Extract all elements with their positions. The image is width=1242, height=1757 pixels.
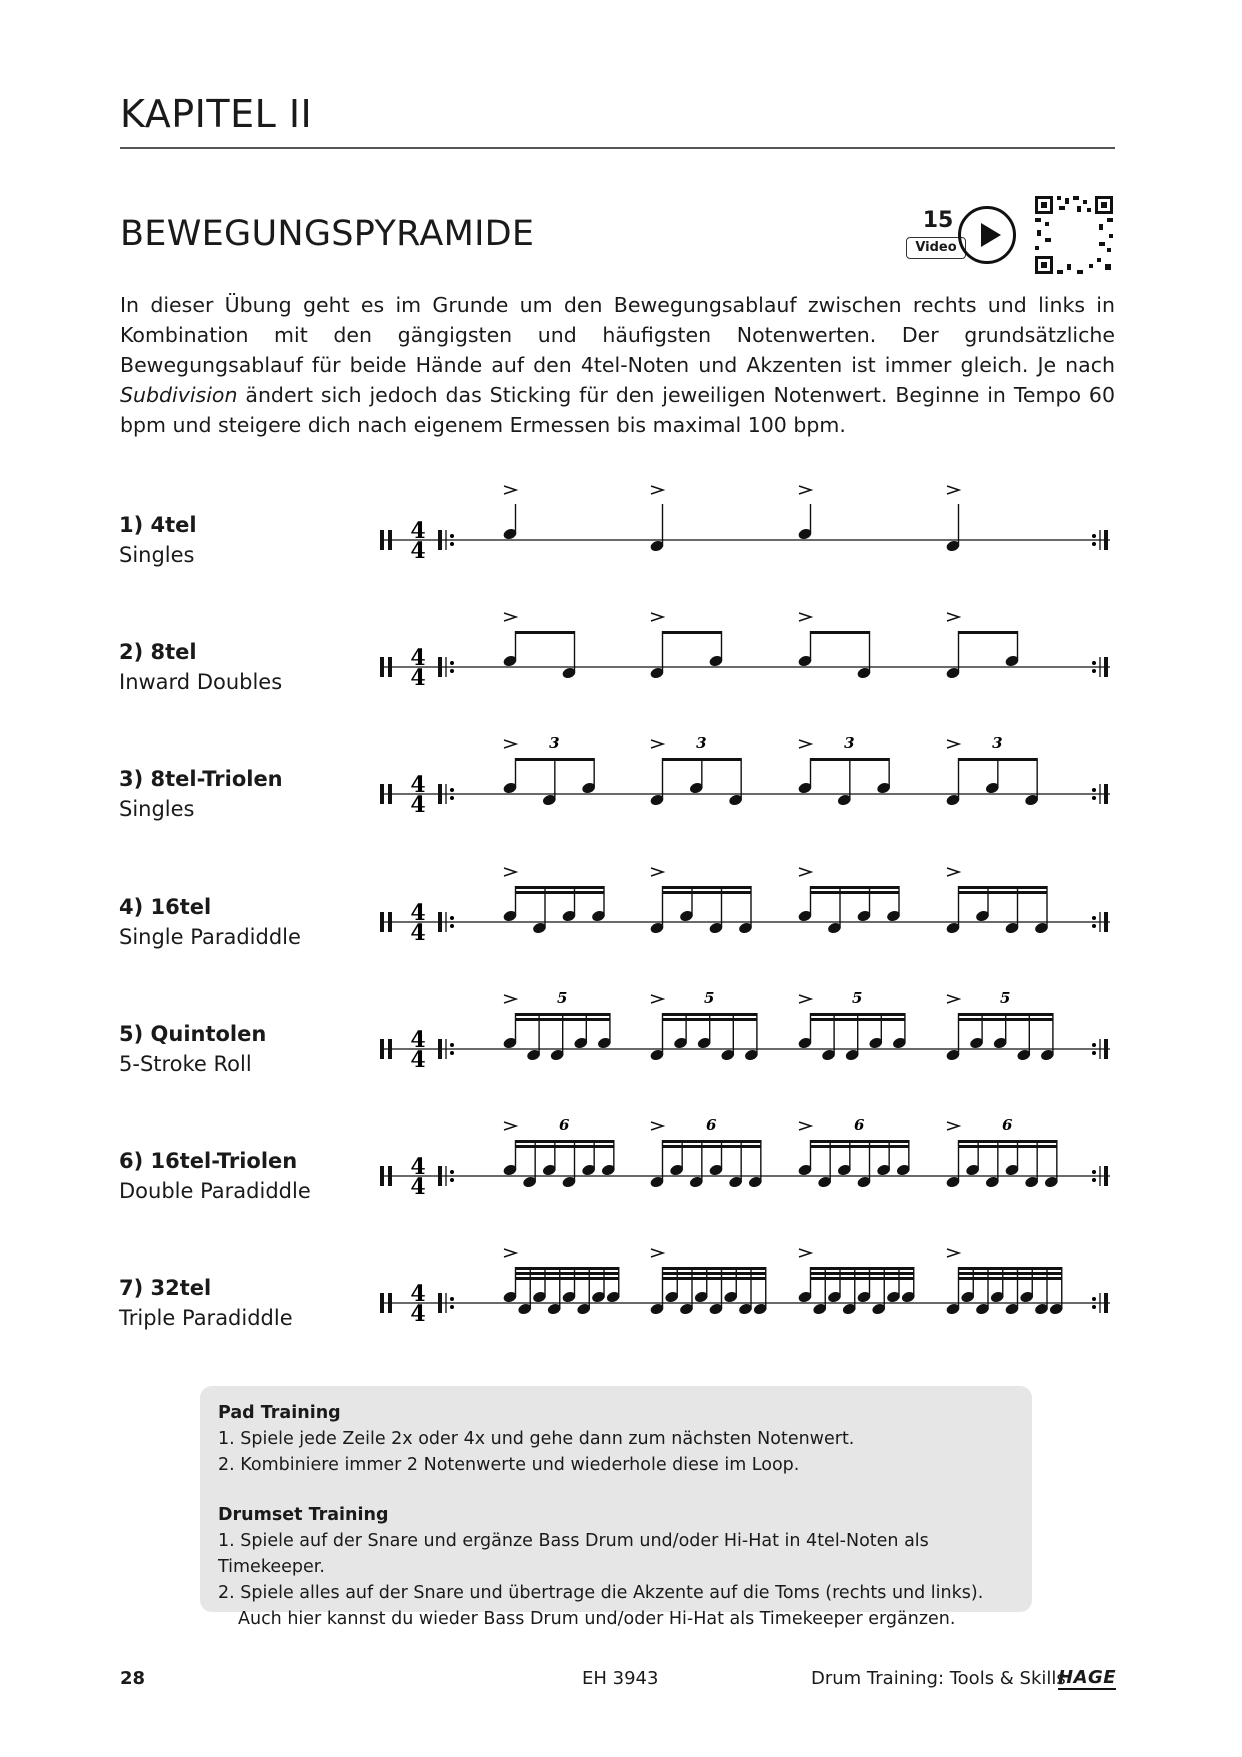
beam (663, 1018, 757, 1021)
repeat-dot (1092, 1297, 1096, 1301)
repeat-dot (450, 1178, 454, 1182)
video-number: 15 (922, 208, 954, 233)
page-number: 28 (120, 1668, 146, 1689)
beam (959, 1145, 1057, 1148)
beam (811, 1277, 914, 1280)
accent-mark (799, 1122, 811, 1130)
exercise-title: 6) 16tel-Triolen (119, 1149, 298, 1173)
catalog-number: EH 3943 (582, 1668, 659, 1689)
exercise-1-label (119, 510, 197, 570)
percussion-clef (380, 530, 384, 550)
beam (663, 1140, 761, 1143)
beam (516, 1018, 610, 1021)
repeat-start-bar (438, 1039, 442, 1059)
beam (516, 1140, 614, 1143)
repeat-dot (1092, 1170, 1096, 1174)
beam (959, 1013, 1053, 1016)
beam (959, 891, 1048, 894)
beam (959, 631, 1018, 634)
time-signature-bottom: 4 (410, 1047, 426, 1073)
beam (811, 1013, 905, 1016)
beam (516, 886, 605, 889)
accent-mark (947, 995, 959, 1003)
time-signature-top: 4 (410, 645, 426, 671)
play-icon[interactable] (958, 206, 1016, 264)
beam (811, 1145, 909, 1148)
beam (516, 891, 605, 894)
repeat-dot (1092, 1305, 1096, 1309)
beam (516, 1145, 614, 1148)
beam (663, 758, 742, 761)
percussion-clef (388, 1293, 392, 1313)
exercise-title: 2) 8tel (119, 640, 197, 664)
beam (516, 1277, 619, 1280)
repeat-dot (1092, 924, 1096, 928)
repeat-dot (1092, 788, 1096, 792)
beam (516, 631, 575, 634)
exercise-title: 1) 4tel (119, 513, 197, 537)
tuplet-number: 5 (703, 989, 715, 1007)
accent-mark (651, 995, 663, 1003)
exercise-subtitle: Double Paradiddle (119, 1179, 311, 1203)
tuplet-number: 3 (549, 734, 560, 752)
repeat-dot (450, 924, 454, 928)
accent-mark (947, 868, 959, 876)
qr-code-icon[interactable] (1033, 194, 1115, 276)
tuplet-number: 5 (999, 989, 1011, 1007)
beam (959, 886, 1048, 889)
repeat-end-bar (1104, 784, 1108, 804)
repeat-dot (450, 788, 454, 792)
beam (811, 886, 900, 889)
repeat-dot (1092, 1043, 1096, 1047)
exercise-subtitle: Single Paradiddle (119, 925, 301, 949)
accent-mark (947, 486, 959, 494)
exercise-title: 5) Quintolen (119, 1022, 267, 1046)
beam (959, 1272, 1062, 1275)
beam (516, 1272, 619, 1275)
exercise-title: 7) 32tel (119, 1276, 212, 1300)
time-signature-bottom: 4 (410, 1301, 426, 1327)
repeat-start-bar (438, 530, 442, 550)
exercise-7-staff (370, 1243, 1130, 1363)
tuplet-number: 3 (992, 734, 1003, 752)
accent-mark (799, 613, 811, 621)
intro-paragraph (120, 290, 1115, 440)
repeat-dot (450, 1297, 454, 1301)
percussion-clef (380, 1293, 384, 1313)
repeat-dot (450, 1043, 454, 1047)
percussion-clef (388, 657, 392, 677)
tuplet-number: 6 (853, 1116, 865, 1134)
pad-training-item: 1. Spiele jede Zeile 2x oder 4x und gehe dann zum nächsten Notenwert. (218, 1429, 855, 1449)
exercise-4-label (119, 892, 301, 952)
tuplet-number: 3 (696, 734, 707, 752)
accent-mark (947, 1249, 959, 1257)
percussion-clef (388, 1166, 392, 1186)
exercise-6-label (119, 1146, 311, 1206)
beam (959, 1140, 1057, 1143)
exercise-2-label (119, 637, 282, 697)
exercise-subtitle: Inward Doubles (119, 670, 283, 694)
accent-mark (651, 868, 663, 876)
training-tips-box (200, 1386, 1032, 1629)
repeat-start-bar (438, 1293, 442, 1313)
beam (811, 1140, 909, 1143)
exercise-subtitle: Singles (119, 797, 195, 821)
beam (663, 631, 722, 634)
time-signature-bottom: 4 (410, 665, 426, 691)
accent-mark (799, 486, 811, 494)
repeat-dot (1092, 1051, 1096, 1055)
time-signature-top: 4 (410, 1281, 426, 1307)
percussion-clef (380, 784, 384, 804)
time-signature-bottom: 4 (410, 1174, 426, 1200)
percussion-clef (388, 1039, 392, 1059)
percussion-clef (388, 912, 392, 932)
exercise-7-label (119, 1273, 293, 1333)
exercise-2-staff (370, 607, 1130, 727)
repeat-dot (1092, 669, 1096, 673)
beam (811, 1272, 914, 1275)
beam (811, 631, 870, 634)
drumset-training-item: 1. Spiele auf der Snare und ergänze Bass Drum und/oder Hi-Hat in 4tel-Noten als Timekeeper. (218, 1531, 929, 1577)
percussion-clef (380, 912, 384, 932)
exercise-6-staff (370, 1116, 1130, 1236)
repeat-end-bar (1104, 912, 1108, 932)
time-signature-top: 4 (410, 1154, 426, 1180)
beam (811, 891, 900, 894)
beam (663, 1272, 766, 1275)
accent-mark (651, 1122, 663, 1130)
accent-mark (504, 486, 516, 494)
accent-mark (947, 740, 959, 748)
accent-mark (799, 1249, 811, 1257)
exercise-subtitle: 5-Stroke Roll (119, 1052, 252, 1076)
beam (959, 1267, 1062, 1270)
chapter-divider (120, 147, 1115, 149)
repeat-dot (450, 916, 454, 920)
repeat-dot (450, 1051, 454, 1055)
beam (663, 1013, 757, 1016)
repeat-end-bar (1104, 530, 1108, 550)
exercise-5-label (119, 1019, 266, 1079)
percussion-clef (380, 657, 384, 677)
repeat-dot (450, 796, 454, 800)
tuplet-number: 3 (844, 734, 855, 752)
exercise-4-staff (370, 862, 1130, 982)
beam (663, 1267, 766, 1270)
tuplet-number: 6 (705, 1116, 717, 1134)
repeat-dot (450, 534, 454, 538)
beam (959, 1018, 1053, 1021)
time-signature-top: 4 (410, 900, 426, 926)
repeat-end-bar (1104, 1166, 1108, 1186)
tuplet-number: 5 (556, 989, 568, 1007)
percussion-clef (388, 784, 392, 804)
accent-mark (799, 740, 811, 748)
repeat-end-bar (1104, 657, 1108, 677)
beam (959, 758, 1038, 761)
repeat-dot (1092, 796, 1096, 800)
time-signature-top: 4 (410, 518, 426, 544)
exercise-title: 3) 8tel-Triolen (119, 767, 283, 791)
repeat-dot (1092, 542, 1096, 546)
pad-training-item: 2. Kombiniere immer 2 Notenwerte und wiederhole diese im Loop. (218, 1455, 800, 1475)
beam (663, 891, 752, 894)
intro-text-2: ändert sich jedoch das Sticking für den jeweiligen Notenwert. Beginne in Tempo 60 bpm und steigere dich nach eigenem Ermessen bis maximal 100 bpm. (120, 383, 1115, 437)
intro-text-1: In dieser Übung geht es im Grunde um den Bewegungsablauf zwischen rechts und links in Kombination mit den gängigsten und häufigsten Notenwerten. Der grundsätzliche Bewegungsablauf für beide Hände auf den 4tel-Noten und Akzenten ist immer gleich. Je nach (120, 293, 1115, 377)
exercise-1-staff (370, 480, 1130, 600)
repeat-dot (1092, 534, 1096, 538)
beam (516, 758, 595, 761)
repeat-end-bar (1104, 1293, 1108, 1313)
exercise-3-staff (370, 734, 1130, 854)
beam (663, 1277, 766, 1280)
repeat-start-bar (438, 1166, 442, 1186)
chapter-heading: KAPITEL II (120, 92, 313, 136)
repeat-dot (1092, 1178, 1096, 1182)
tuplet-number: 6 (1001, 1116, 1013, 1134)
exercise-title: 4) 16tel (119, 895, 212, 919)
repeat-start-bar (438, 784, 442, 804)
accent-mark (504, 995, 516, 1003)
accent-mark (799, 868, 811, 876)
accent-mark (504, 868, 516, 876)
book-title: Drum Training: Tools & Skills (811, 1668, 1066, 1689)
time-signature-bottom: 4 (410, 920, 426, 946)
tuplet-number: 6 (558, 1116, 570, 1134)
time-signature-top: 4 (410, 1027, 426, 1053)
beam (811, 1018, 905, 1021)
drumset-training-heading: Drumset Training (218, 1505, 389, 1525)
exercise-3-label (119, 764, 283, 824)
accent-mark (504, 740, 516, 748)
tuplet-number: 5 (851, 989, 863, 1007)
time-signature-bottom: 4 (410, 538, 426, 564)
exercise-5-staff (370, 989, 1130, 1109)
accent-mark (947, 1122, 959, 1130)
drumset-training-item: 2. Spiele alles auf der Snare und übertrage die Akzente auf die Toms (rechts und links). (218, 1583, 984, 1603)
exercise-subtitle: Singles (119, 543, 195, 567)
time-signature-bottom: 4 (410, 792, 426, 818)
beam (516, 1267, 619, 1270)
percussion-clef (380, 1166, 384, 1186)
repeat-start-bar (438, 912, 442, 932)
repeat-dot (450, 1170, 454, 1174)
exercise-subtitle: Triple Paradiddle (119, 1306, 293, 1330)
repeat-dot (450, 542, 454, 546)
publisher-logo: HAGE (1058, 1667, 1117, 1688)
repeat-end-bar (1104, 1039, 1108, 1059)
section-title: BEWEGUNGSPYRAMIDE (120, 214, 535, 254)
repeat-dot (1092, 916, 1096, 920)
accent-mark (504, 613, 516, 621)
accent-mark (651, 486, 663, 494)
beam (663, 886, 752, 889)
beam (959, 1277, 1062, 1280)
accent-mark (504, 1249, 516, 1257)
beam (516, 1013, 610, 1016)
beam (811, 758, 890, 761)
accent-mark (504, 1122, 516, 1130)
drumset-training-item: Auch hier kannst du wieder Bass Drum und/oder Hi-Hat als Timekeeper ergänzen. (238, 1609, 956, 1629)
video-label[interactable]: Video (906, 237, 966, 259)
percussion-clef (388, 530, 392, 550)
accent-mark (651, 740, 663, 748)
time-signature-top: 4 (410, 772, 426, 798)
beam (663, 1145, 761, 1148)
repeat-dot (1092, 661, 1096, 665)
accent-mark (947, 613, 959, 621)
repeat-dot (450, 661, 454, 665)
repeat-dot (450, 1305, 454, 1309)
beam (811, 1267, 914, 1270)
accent-mark (651, 613, 663, 621)
accent-mark (651, 1249, 663, 1257)
repeat-start-bar (438, 657, 442, 677)
repeat-dot (450, 669, 454, 673)
intro-emphasis: Subdivision (120, 383, 238, 407)
pad-training-heading: Pad Training (218, 1403, 341, 1423)
percussion-clef (380, 1039, 384, 1059)
accent-mark (799, 995, 811, 1003)
